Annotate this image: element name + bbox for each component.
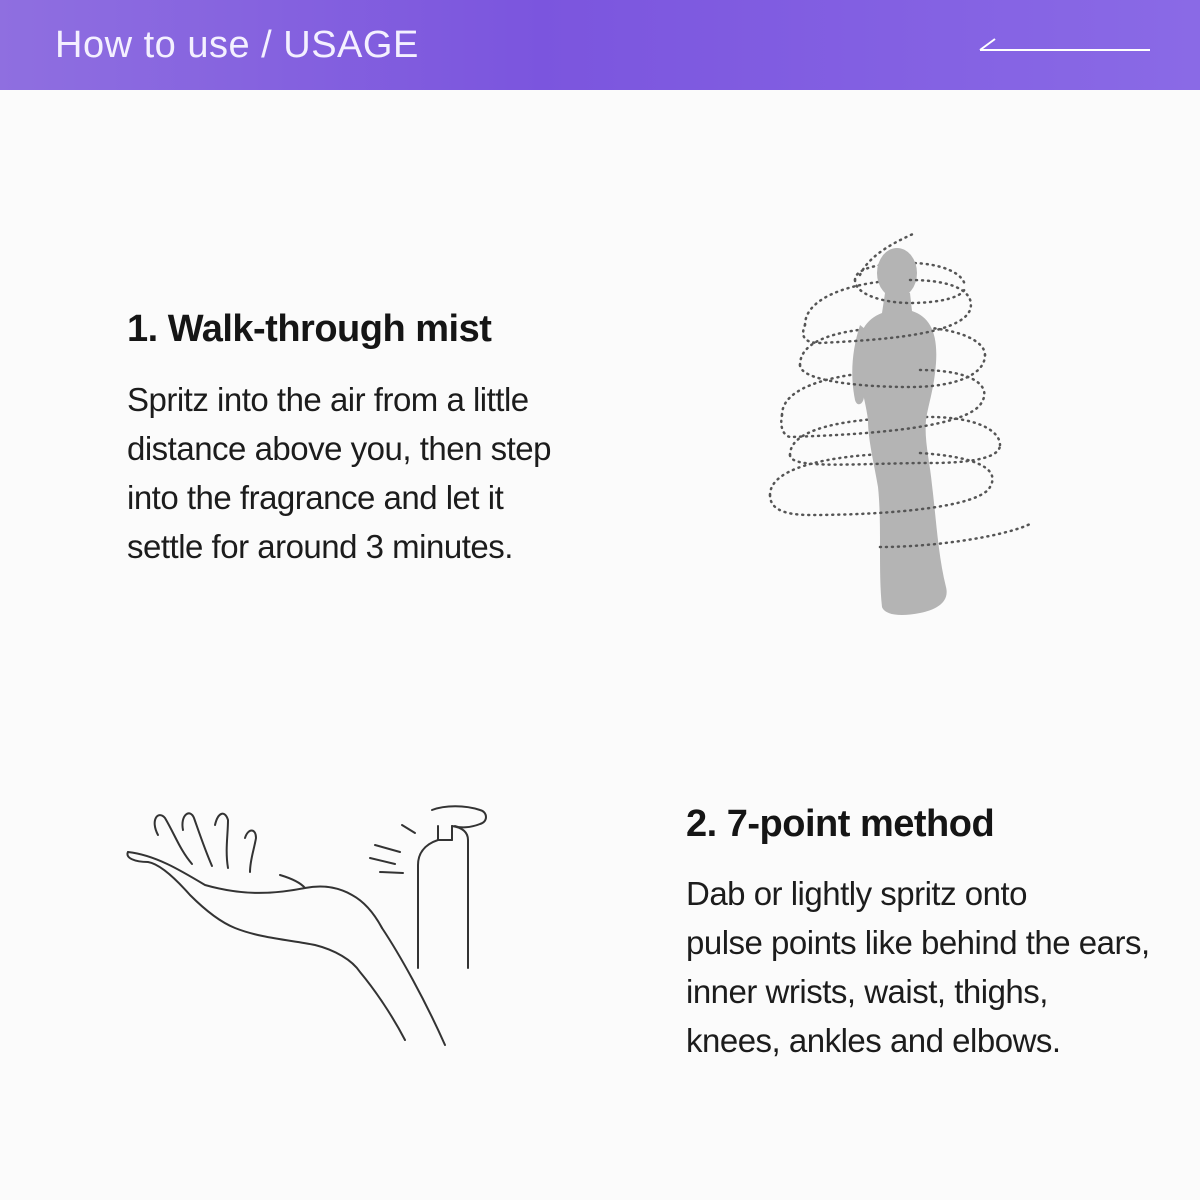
page-title: How to use / USAGE bbox=[55, 24, 419, 66]
hand-spray-bottle-icon bbox=[120, 800, 500, 1050]
text-line: into the fragrance and let it bbox=[127, 479, 504, 516]
header-banner bbox=[0, 0, 1200, 90]
section-text-walk-through-mist bbox=[127, 375, 551, 571]
section-heading-7-point-method: 2. 7-point method bbox=[686, 803, 995, 845]
text-line: settle for around 3 minutes. bbox=[127, 528, 513, 565]
text-line: Dab or lightly spritz onto bbox=[686, 875, 1027, 912]
text-line: inner wrists, waist, thighs, bbox=[686, 973, 1048, 1010]
text-line: pulse points like behind the ears, bbox=[686, 924, 1150, 961]
section-heading-walk-through-mist: 1. Walk-through mist bbox=[127, 308, 492, 350]
woman-silhouette-mist-icon bbox=[760, 225, 1050, 625]
section-text-7-point-method bbox=[686, 869, 1150, 1065]
back-arrow-icon bbox=[975, 34, 1155, 54]
text-line: distance above you, then step bbox=[127, 430, 551, 467]
text-line: knees, ankles and elbows. bbox=[686, 1022, 1061, 1059]
text-line: Spritz into the air from a little bbox=[127, 381, 529, 418]
